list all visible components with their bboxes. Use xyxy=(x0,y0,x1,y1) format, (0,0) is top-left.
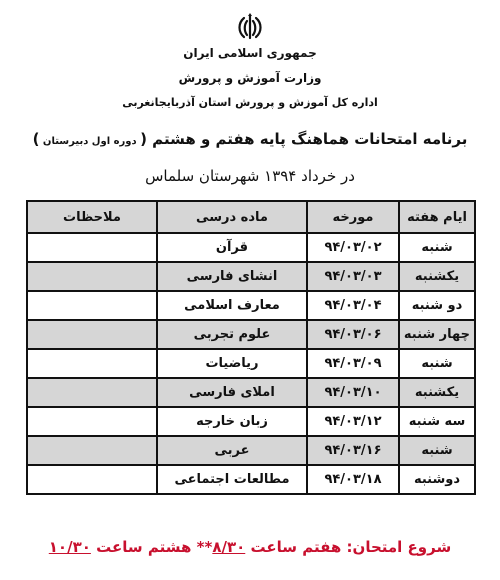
cell-day: سه شنبه xyxy=(399,407,475,436)
cell-date: ۹۴/۰۳/۱۰ xyxy=(307,378,399,407)
cell-day: چهار شنبه xyxy=(399,320,475,349)
table-row xyxy=(27,233,475,262)
cell-date: ۹۴/۰۳/۰۴ xyxy=(307,291,399,320)
title-subtext: دوره اول دبیرستان xyxy=(39,136,141,147)
table-body xyxy=(27,233,475,494)
cell-notes xyxy=(27,233,157,262)
cell-day: شنبه xyxy=(399,233,475,262)
table-row xyxy=(27,407,475,436)
cell-day: شنبه xyxy=(399,349,475,378)
cell-day: یکشنبه xyxy=(399,378,475,407)
cell-subject: علوم تجربی xyxy=(157,320,307,349)
title-close: ) xyxy=(32,130,40,148)
column-header-subject: ماده درسی xyxy=(157,201,307,233)
table-row xyxy=(27,262,475,291)
table-row xyxy=(27,436,475,465)
cell-date: ۹۴/۰۳/۰۶ xyxy=(307,320,399,349)
cell-notes xyxy=(27,349,157,378)
title-main: برنامه امتحانات هماهنگ پایه هفتم و هشتم ( xyxy=(140,130,468,148)
cell-subject: قرآن xyxy=(157,233,307,262)
cell-subject: زبان خارجه xyxy=(157,407,307,436)
footer-time-grade7: ۸/۳۰ xyxy=(212,538,246,556)
column-header-notes: ملاحظات xyxy=(27,201,157,233)
exam-schedule-table xyxy=(26,200,476,495)
table-row xyxy=(27,349,475,378)
cell-date: ۹۴/۰۳/۱۲ xyxy=(307,407,399,436)
table-row xyxy=(27,465,475,494)
cell-date: ۹۴/۰۳/۰۹ xyxy=(307,349,399,378)
document-subtitle: در خرداد ۱۳۹۴ شهرستان سلماس xyxy=(145,167,355,185)
cell-date: ۹۴/۰۳/۰۳ xyxy=(307,262,399,291)
cell-notes xyxy=(27,407,157,436)
cell-day: دو شنبه xyxy=(399,291,475,320)
cell-notes xyxy=(27,378,157,407)
iran-emblem-icon xyxy=(235,12,265,42)
column-header-date: مورخه xyxy=(307,201,399,233)
cell-subject: املای فارسی xyxy=(157,378,307,407)
table-row xyxy=(27,320,475,349)
header-line-republic: جمهوری اسلامی ایران xyxy=(183,46,317,60)
footer-time-grade8: ۱۰/۳۰ xyxy=(48,538,91,556)
header-line-ministry: وزارت آموزش و پرورش xyxy=(178,71,322,85)
cell-notes xyxy=(27,262,157,291)
cell-date: ۹۴/۰۳/۰۲ xyxy=(307,233,399,262)
cell-subject: ریاضیات xyxy=(157,349,307,378)
table-row xyxy=(27,291,475,320)
cell-subject: مطالعات اجتماعی xyxy=(157,465,307,494)
cell-date: ۹۴/۰۳/۱۶ xyxy=(307,436,399,465)
footer-separator: ** هشتم ساعت xyxy=(90,538,213,556)
cell-date: ۹۴/۰۳/۱۸ xyxy=(307,465,399,494)
document-title xyxy=(0,130,500,148)
cell-day: شنبه xyxy=(399,436,475,465)
table-header-row xyxy=(27,201,475,233)
footer-prefix: شروع امتحان: هفتم ساعت xyxy=(245,538,452,556)
cell-subject: عربی xyxy=(157,436,307,465)
column-header-day: ایام هفته xyxy=(399,201,475,233)
cell-subject: معارف اسلامی xyxy=(157,291,307,320)
header-line-directorate: اداره کل آموزش و پرورش استان آذربایجانغربی xyxy=(122,96,378,109)
cell-notes xyxy=(27,465,157,494)
cell-day: دوشنبه xyxy=(399,465,475,494)
cell-notes xyxy=(27,320,157,349)
cell-notes xyxy=(27,436,157,465)
table-row xyxy=(27,378,475,407)
cell-day: یکشنبه xyxy=(399,262,475,291)
cell-subject: انشای فارسی xyxy=(157,262,307,291)
cell-notes xyxy=(27,291,157,320)
exam-start-times xyxy=(0,538,500,556)
